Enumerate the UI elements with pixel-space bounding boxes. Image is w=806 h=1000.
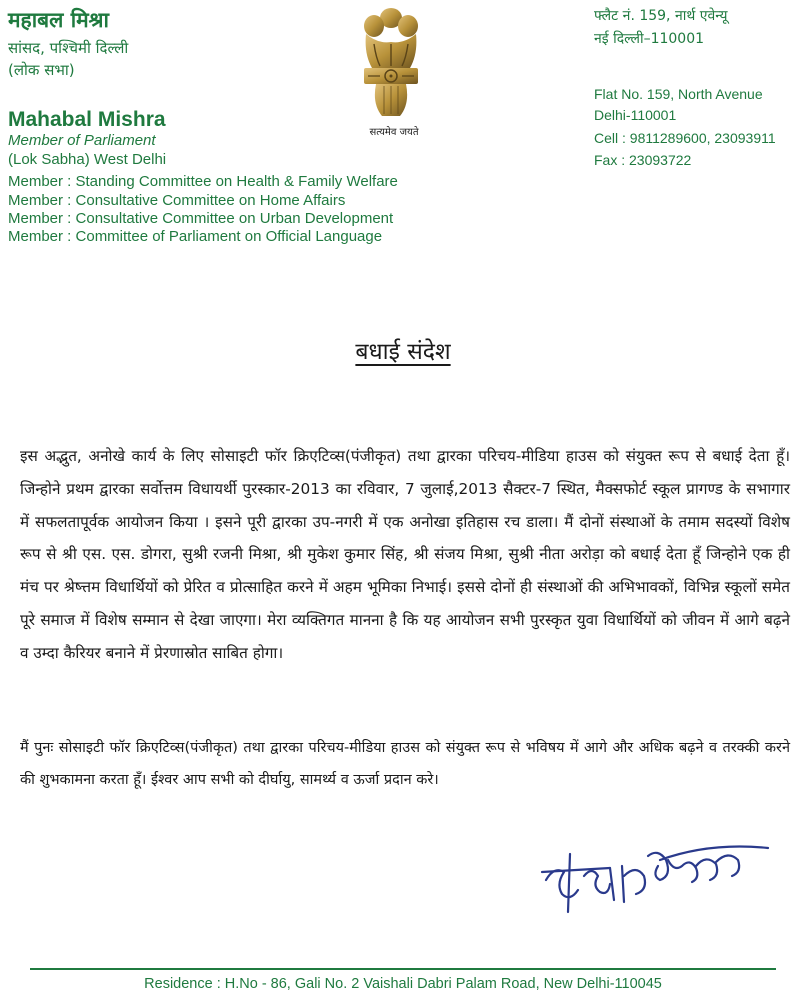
mp-title-hindi: सांसद, पश्चिमी दिल्ली [8,39,129,57]
membership-item: Member : Committee of Parliament on Official Language [8,228,383,245]
address-hindi-line1: फ्लैट नं. 159, नार्थ एवेन्यू [594,8,728,24]
residence-address: Residence : H.No - 86, Gali No. 2 Vaishali Dabri Palam Road, New Delhi-110045 [144,976,662,992]
mp-role: Member of Parliament [8,132,156,149]
address-english-line2: Delhi-110001 [594,107,677,123]
mp-name-english: Mahabal Mishra [8,108,166,131]
letter-title-text: बधाई संदेश [355,339,451,365]
letter-paragraph-1: इस अद्भुत, अनोखे कार्य के लिए सोसाइटी फॉर क्रिएटिव्स(पंजीकृत) तथा द्वारका परिचय-मीडिया हाउस को संयुक्त रूप से बधाई देता हूँ। जिन्होने प्रथम द्वारका सर्वोत्तम विधायर्थी पुरस्कार-2013 का रविवार, 7 जुलाई,2013 सैक्टर-7 स्थित, मैक्सफोर्ट स्कूल प्रागण्ड के सभागार में सफलतापूर्वक आयोजन किया । इसने पूरी द्वारका उप-नगरी में एक अनोखा इतिहास रच डाला। मैं दोनों संस्थाओं के तमाम सदस्यों विशेष रूप से श्री एस. एस. डोगरा, सुश्री रजनी मिश्रा, श्री मुकेश कुमार सिंह, श्री संजय मिश्रा, सुश्री नीता अरोड़ा को बधाई देता हूँ जिन्होने एक ही मंच पर श्रेष्त्तम विधार्थियों को प्रेरित व प्रोत्साहित करने में अहम भूमिका निभाई। इससे दोनों ही संस्थाओं की अभिभावकों, विभिन्न स्कूलों समेत पूरे समाज में विशेष सम्मान से देखा जाएगा। मेरा व्यक्तिगत मानना है कि यह आयोजन सभी पुरस्कृत युवा विधार्थियों को जीवन में आगे बढ़ने व उम्दा कैरियर बनाने में प्रेरणास्रोत साबित होगा। [20,447,790,662]
membership-item: Member : Standing Committee on Health & Family Welfare [8,173,398,190]
address-hindi-line2: नई दिल्ली–110001 [594,31,705,47]
contact-fax: Fax : 23093722 [594,152,692,168]
mp-name-hindi: महाबल मिश्रा [8,8,109,32]
membership-item: Member : Consultative Committee on Urban Development [8,210,394,227]
contact-cell: Cell : 9811289600, 23093911 [594,130,776,146]
mp-constituency: (Lok Sabha) West Delhi [8,151,167,168]
footer-divider [30,968,776,970]
emblem-motto: सत्यमेव जयते [369,127,419,138]
handwritten-signature [540,836,772,918]
address-english-line1: Flat No. 159, North Avenue [594,86,763,102]
national-emblem-icon [352,4,430,122]
membership-item: Member : Consultative Committee on Home Affairs [8,192,346,209]
letter-paragraph-2: मैं पुनः सोसाइटी फॉर क्रिएटिव्स(पंजीकृत) तथा द्वारका परिचय-मीडिया हाउस को संयुक्त रूप से भविषय में आगे और अधिक बढ़ने व तरक्की करने की शुभकामना करता हूँ। ईश्वर आप सभी को दीर्घायु, सामर्थ्य व ऊर्जा प्रदान करे। [20,740,790,788]
letter-title [0,334,806,366]
house-hindi: (लोक सभा) [8,61,75,79]
